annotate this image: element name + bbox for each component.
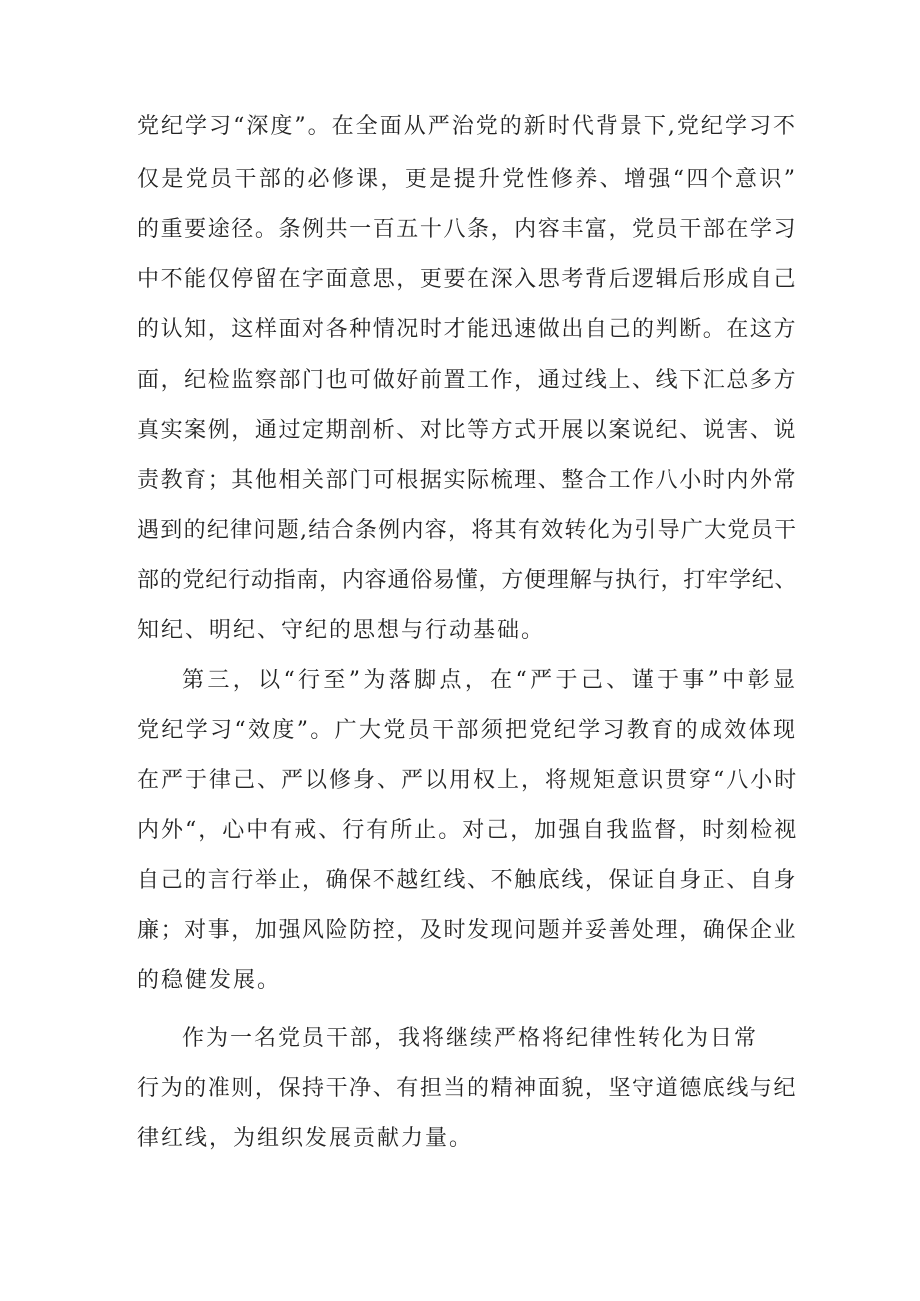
text-line: 内外“，心中有戒、行有所止。对己，加强自我监督，时刻检视 bbox=[137, 818, 799, 843]
text-line: 的稳健发展。 bbox=[137, 968, 282, 993]
text-line: 在严于律己、严以修身、严以用权上，将规矩意识贯穿“八小时 bbox=[137, 768, 799, 793]
text-line: 中不能仅停留在字面意思，更要在深入思考背后逻辑后形成自己 bbox=[137, 267, 797, 292]
text-line: 仅是党员干部的必修课，更是提升党性修养、增强“四个意识” bbox=[137, 167, 797, 192]
text-line: 廉；对事，加强风险防控，及时发现问题并妥善处理，确保企业 bbox=[137, 918, 797, 943]
text-line: 行为的准则，保持干净、有担当的精神面貌，坚守道德底线与纪 bbox=[137, 1076, 797, 1101]
text-line: 部的党纪行动指南，内容通俗易懂，方便理解与执行，打牢学纪、 bbox=[137, 568, 797, 593]
text-line: 自己的言行举止，确保不越红线、不触底线，保证自身正、自身 bbox=[137, 868, 797, 893]
text-line: 第三，以“行至”为落脚点，在“严于己、谨于事”中彰显 bbox=[182, 668, 797, 693]
text-line: 的认知，这样面对各种情况时才能迅速做出自己的判断。在这方 bbox=[137, 317, 797, 342]
text-line: 党纪学习“深度”。在全面从严治党的新时代背景下,党纪学习不 bbox=[137, 114, 797, 139]
text-line: 作为一名党员干部，我将继续严格将纪律性转化为日常 bbox=[182, 1026, 759, 1051]
text-line: 党纪学习“效度”。广大党员干部须把党纪学习教育的成效体现 bbox=[137, 718, 797, 743]
text-line: 的重要途径。条例共一百五十八条，内容丰富，党员干部在学习 bbox=[137, 217, 797, 242]
text-line: 面，纪检监察部门也可做好前置工作，通过线上、线下汇总多方 bbox=[137, 368, 797, 393]
text-line: 知纪、明纪、守纪的思想与行动基础。 bbox=[137, 618, 546, 643]
text-line: 律红线，为组织发展贡献力量。 bbox=[137, 1126, 474, 1151]
text-line: 真实案例，通过定期剖析、对比等方式开展以案说纪、说害、说 bbox=[137, 418, 797, 443]
text-line: 责教育；其他相关部门可根据实际梳理、整合工作八小时内外常 bbox=[137, 468, 797, 493]
text-line: 遇到的纪律问题,结合条例内容，将其有效转化为引导广大党员干 bbox=[137, 518, 797, 543]
